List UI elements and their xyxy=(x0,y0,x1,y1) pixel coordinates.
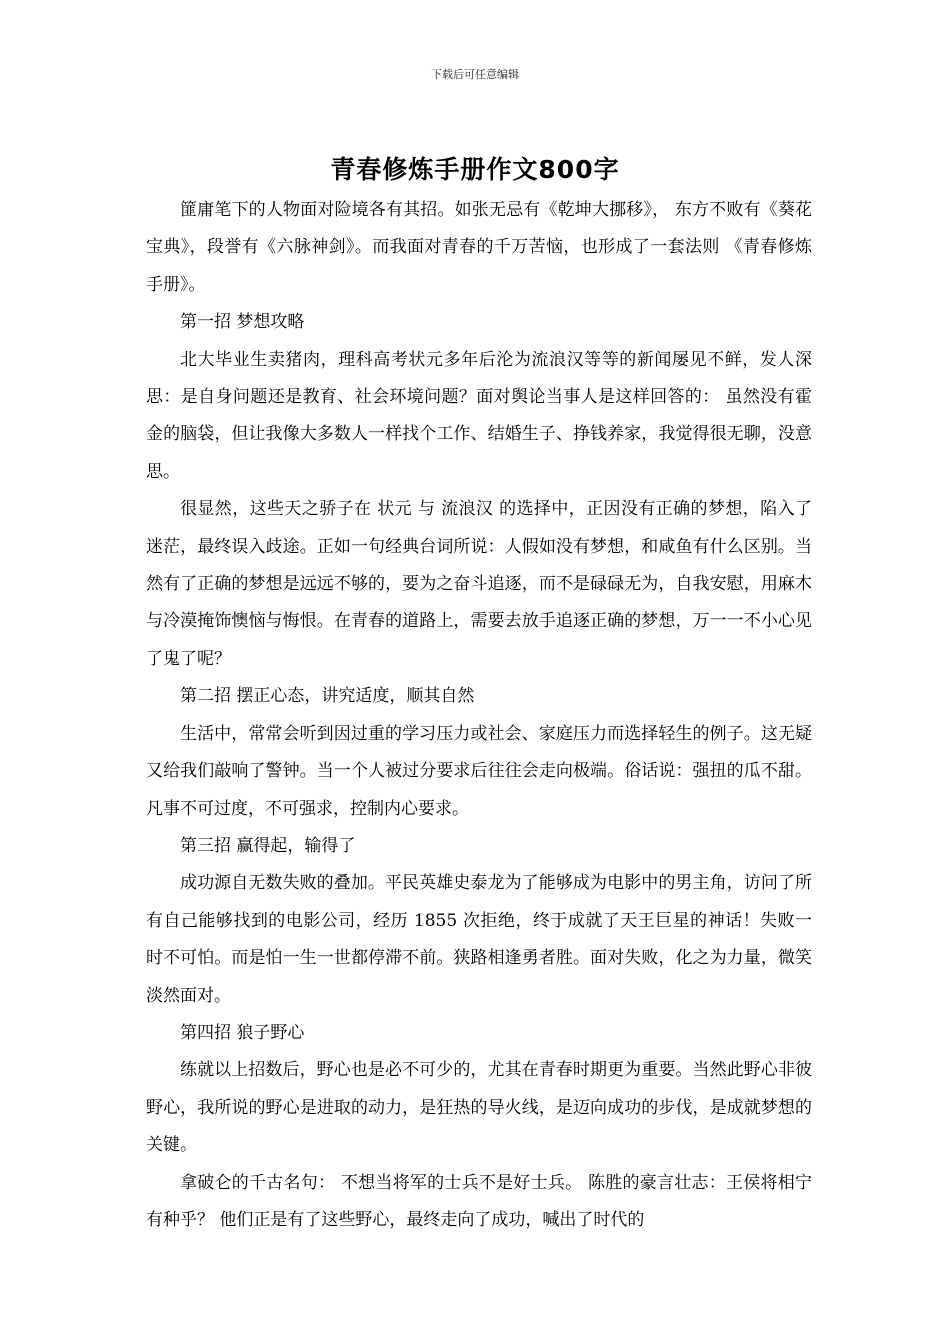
paragraph: 拿破仑的千古名句： 不想当将军的士兵不是好士兵。 陈胜的豪言壮志：王侯将相宁有种乎？ 他们正是有了这些野心，最终走向了成功，喊出了时代的 xyxy=(146,1172,812,1230)
document-body xyxy=(146,192,812,1239)
section-heading: 第一招 梦想攻略 xyxy=(180,312,305,333)
page-header-note: 下载后可任意编辑 xyxy=(431,68,519,81)
document-title: 青春修炼手册作文800字 xyxy=(330,155,620,184)
paragraph: 成功源自无数失败的叠加。平民英雄史泰龙为了能够成为电影中的男主角，访问了所有自己能够找到的电影公司，经历 1855 次拒绝，终于成就了天王巨星的神话！失败一时不可怕。而是怕一生一世都停滞不前。狭路相逢勇者胜。面对失败，化之为力量，微笑淡然面对。 xyxy=(146,873,812,1006)
section-heading: 第三招 赢得起，输得了 xyxy=(180,835,356,856)
section-heading: 第二招 摆正心态，讲究适度，顺其自然 xyxy=(180,686,475,707)
paragraph: 练就以上招数后，野心也是必不可少的，尤其在青春时期更为重要。当然此野心非彼野心，我所说的野心是进取的动力，是狂热的导火线，是迈向成功的步伐，是成就梦想的关键。 xyxy=(146,1060,812,1156)
section-heading: 第四招 狼子野心 xyxy=(180,1022,305,1043)
paragraph: 北大毕业生卖猪肉，理科高考状元多年后沦为流浪汉等等的新闻屡见不鲜，发人深思：是自身问题还是教育、社会环境问题？面对舆论当事人是这样回答的： 虽然没有霍金的脑袋，但让我像大多数人一样找个工作、结婚生子、挣钱养家，我觉得很无聊，没意思。 xyxy=(146,349,812,482)
paragraph: 生活中，常常会听到因过重的学习压力或社会、家庭压力而选择轻生的例子。这无疑又给我们敲响了警钟。当一个人被过分要求后往往会走向极端。俗话说：强扭的瓜不甜。凡事不可过度，不可强求，控制内心要求。 xyxy=(146,723,812,819)
paragraph: 篚庸笔下的人物面对险境各有其招。如张无忌有《乾坤大挪移》， 东方不败有《葵花宝典》，段誉有《六脉神剑》。而我面对青春的千万苦恼，也形成了一套法则 《青春修炼手册》。 xyxy=(146,200,812,295)
paragraph: 很显然，这些天之骄子在 状元 与 流浪汉 的选择中，正因没有正确的梦想，陷入了迷茫，最终误入歧途。正如一句经典台词所说：人假如没有梦想，和咸鱼有什么区别。当然有了正确的梦想是远远不够的，要为之奋斗追逐，而不是碌碌无为，自我安慰，用麻木与冷漠掩饰懊恼与悔恨。在青春的道路上，需要去放手追逐正确的梦想，万一一不小心见了鬼了呢？ xyxy=(146,499,812,669)
